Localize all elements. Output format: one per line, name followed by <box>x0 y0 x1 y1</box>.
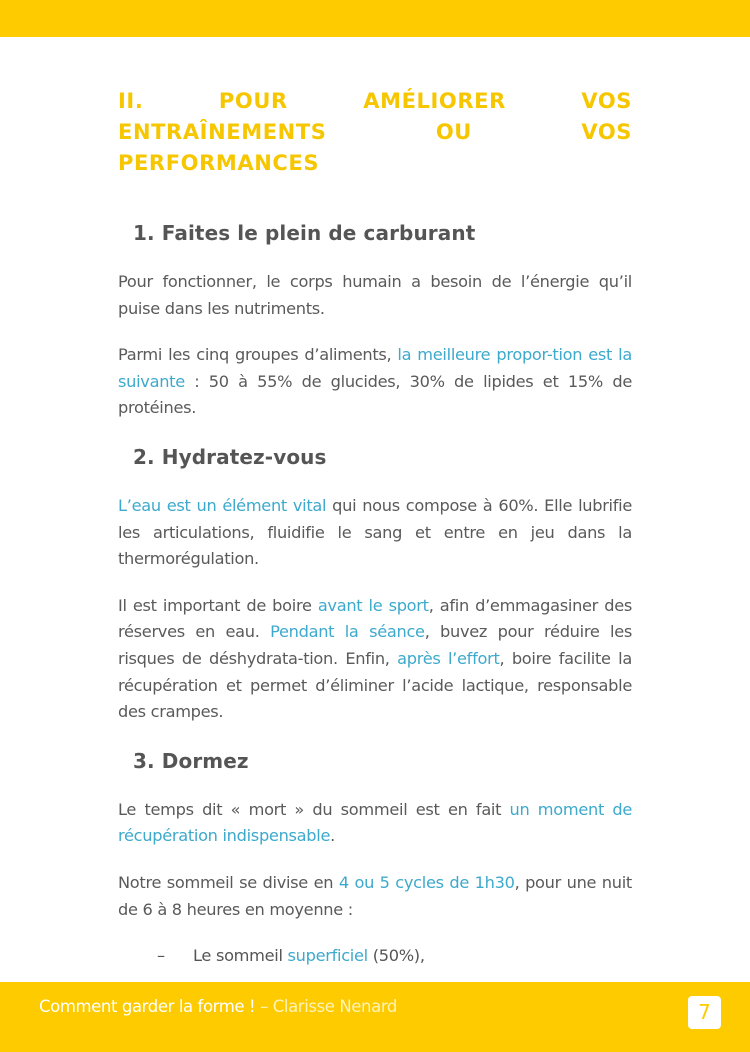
list-item-sommeil-superficiel <box>157 943 632 970</box>
paragraph-energie <box>118 269 632 322</box>
page-number-badge <box>688 996 721 1029</box>
highlight-pendant-seance: Pendant la séance <box>270 622 425 642</box>
highlight-cycles: 4 ou 5 cycles de 1h30 <box>338 872 515 892</box>
paragraph-cycles <box>118 870 632 923</box>
section-title: II. POUR AMÉLIORER VOS ENTRAÎNEMENTS OU VOS PERFORMANCES <box>118 89 632 175</box>
text-segment: Notre sommeil se divise en <box>118 872 339 892</box>
top-yellow-band <box>0 0 750 37</box>
paragraph-boire <box>118 593 632 726</box>
footer-author: – Clarisse Nenard <box>255 997 397 1016</box>
footer-title: Comment garder la forme ! <box>39 997 256 1016</box>
text-segment: . <box>330 826 335 846</box>
text-segment: , afin d’emmagasiner des réserves en eau. <box>118 595 632 642</box>
text-segment: Parmi les cinq groupes d’aliments, <box>118 345 398 365</box>
highlight-proportion: la meilleure propor-tion est la suivante <box>118 345 632 391</box>
highlight-avant-sport: avant le sport <box>317 595 429 615</box>
subheading-hydratez: 2. Hydratez-vous <box>133 444 327 469</box>
text-segment: Il est important de boire <box>118 595 318 615</box>
text-segment: qui nous compose à 60%. Elle lubrifie les articulations, fluidifie le sang et entre en jeu dans la thermorégulation. <box>118 495 633 569</box>
paragraph-proportion <box>118 342 632 422</box>
paragraph-energie-text: Pour fonctionner, le corps humain a besoin de l’énergie qu’il puise dans les nutriments. <box>118 272 632 318</box>
page-content <box>118 86 632 970</box>
text-segment: Le sommeil <box>193 946 288 966</box>
highlight-apres-effort: après l’effort <box>397 648 500 668</box>
text-segment: : 50 à 55% de glucides, 30% de lipides et 15% de protéines. <box>118 371 632 418</box>
text-segment: , pour une nuit de 6 à 8 heures en moyenne : <box>118 872 632 919</box>
text-segment: , boire facilite la récupération et permet d’éliminer l’acide lactique, responsable des crampes. <box>118 648 632 722</box>
text-segment: Le temps dit « mort » du sommeil est en fait <box>118 799 510 819</box>
highlight-recuperation: un moment de récupération indispensable <box>118 799 632 846</box>
subheading-dormez: 3. Dormez <box>133 748 249 773</box>
page-number: 7 <box>698 1000 711 1024</box>
highlight-superficiel: superficiel <box>287 946 368 966</box>
subheading-carburant: 1. Faites le plein de carburant <box>133 221 476 245</box>
dash-bullet: – <box>157 946 165 966</box>
paragraph-temps-mort <box>118 797 632 850</box>
footer-text <box>39 997 397 1016</box>
footer-band <box>0 982 750 1052</box>
highlight-eau-vital: L’eau est un élément vital <box>118 495 327 515</box>
text-segment: , buvez pour réduire les risques de déshydrata-tion. Enfin, <box>118 622 632 668</box>
text-segment: (50%), <box>367 946 425 966</box>
paragraph-eau <box>118 493 632 573</box>
